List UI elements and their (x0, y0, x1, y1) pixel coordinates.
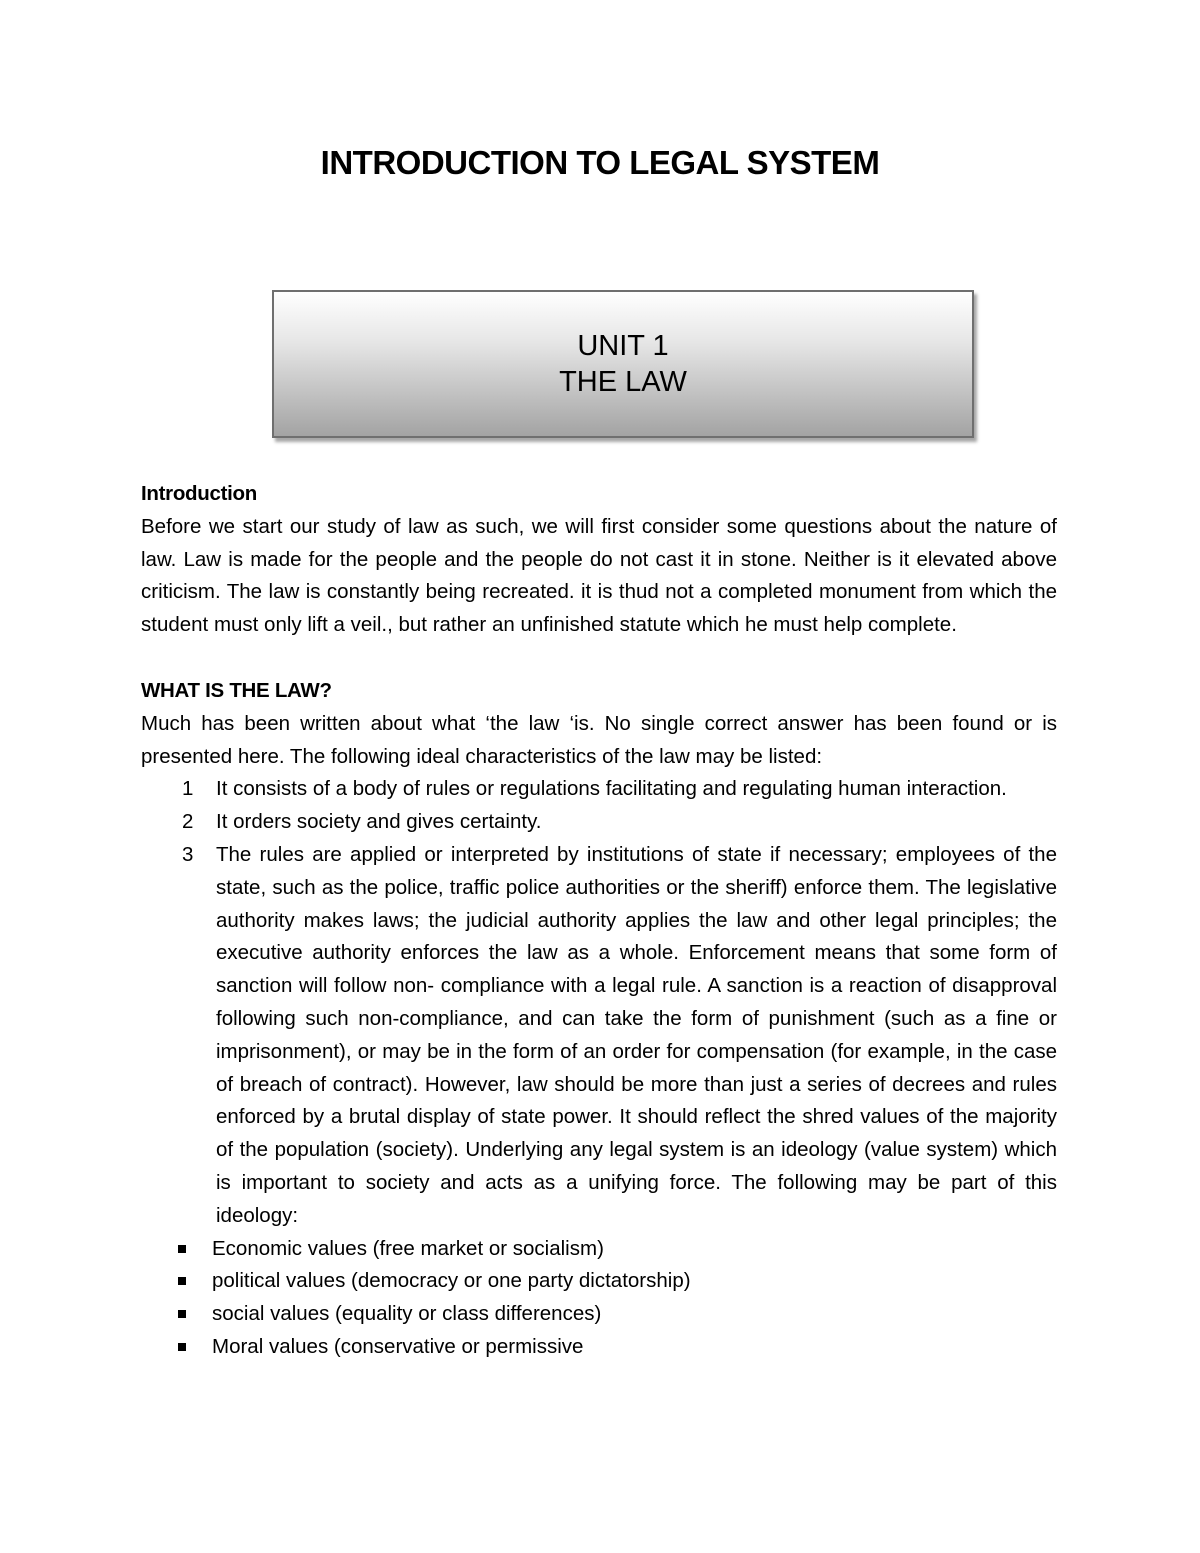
bullet-item (141, 1233, 1057, 1266)
introduction-paragraph: Before we start our study of law as such, we will first consider some questions about the nature of law. Law is made for the people and the people do not cast it in stone. Neither is it elevated above criticism. The law is constantly being recreated. it is thud not a completed monument from which the student must only lift a veil., but rather an unfinished statute which he must help complete. (141, 514, 1057, 637)
list-item-number: 1 (182, 777, 194, 801)
list-item (141, 773, 1057, 806)
bullet-item-text: social values (equality or class differences) (212, 1302, 602, 1326)
introduction-heading: Introduction (141, 482, 257, 505)
list-item-number: 3 (182, 842, 194, 866)
document-body (141, 478, 1057, 1364)
bullet-item (141, 1331, 1057, 1364)
list-item-text: It orders society and gives certainty. (216, 810, 542, 834)
square-bullet-icon (178, 1310, 186, 1318)
bullet-item-text: Economic values (free market or socialism) (212, 1236, 604, 1260)
what-is-law-heading: WHAT IS THE LAW? (141, 678, 332, 702)
section-spacer (141, 642, 1057, 675)
square-bullet-icon (178, 1343, 186, 1351)
bullet-item (141, 1298, 1057, 1331)
list-item (141, 839, 1057, 1233)
square-bullet-icon (178, 1277, 186, 1285)
unit-number: UNIT 1 (577, 330, 669, 362)
what-is-law-paragraph: Much has been written about what ‘the law ‘is. No single correct answer has been found or is presented here. The following ideal characteristics of the law may be listed: (141, 711, 1057, 768)
characteristics-list (141, 773, 1057, 1232)
bullet-item-text: political values (democracy or one party dictatorship) (212, 1269, 691, 1293)
list-item-text: It consists of a body of rules or regulations facilitating and regulating human interaction. (216, 777, 1007, 801)
list-item-number: 2 (182, 810, 194, 834)
ideology-values-list (141, 1233, 1057, 1364)
square-bullet-icon (178, 1245, 186, 1253)
list-item-text: The rules are applied or interpreted by institutions of state if necessary; employees of the state, such as the police, traffic police authorities or the sheriff) enforce them. The legislative authority makes laws; the judicial authority applies the law and other legal principles; the executive authority enforces the law as a whole. Enforcement means that some form of sanction will follow non- compliance with a legal rule. A sanction is a reaction of disapproval following such non-compliance, and can take the form of punishment (such as a fine or imprisonment), or may be in the form of an order for compensation (for example, in the case of breach of contract). However, law should be more than just a series of decrees and rules enforced by a brutal display of state power. It should reflect the shred values of the majority of the population (society). Underlying any legal system is an ideology (value system) which is important to society and acts as a unifying force. The following may be part of this ideology: (216, 842, 1057, 1227)
unit-title: THE LAW (559, 366, 687, 398)
document-title: INTRODUCTION TO LEGAL SYSTEM (320, 144, 880, 181)
bullet-item-text: Moral values (conservative or permissive (212, 1334, 584, 1358)
unit-banner (272, 290, 974, 438)
list-item (141, 806, 1057, 839)
bullet-item (141, 1265, 1057, 1298)
